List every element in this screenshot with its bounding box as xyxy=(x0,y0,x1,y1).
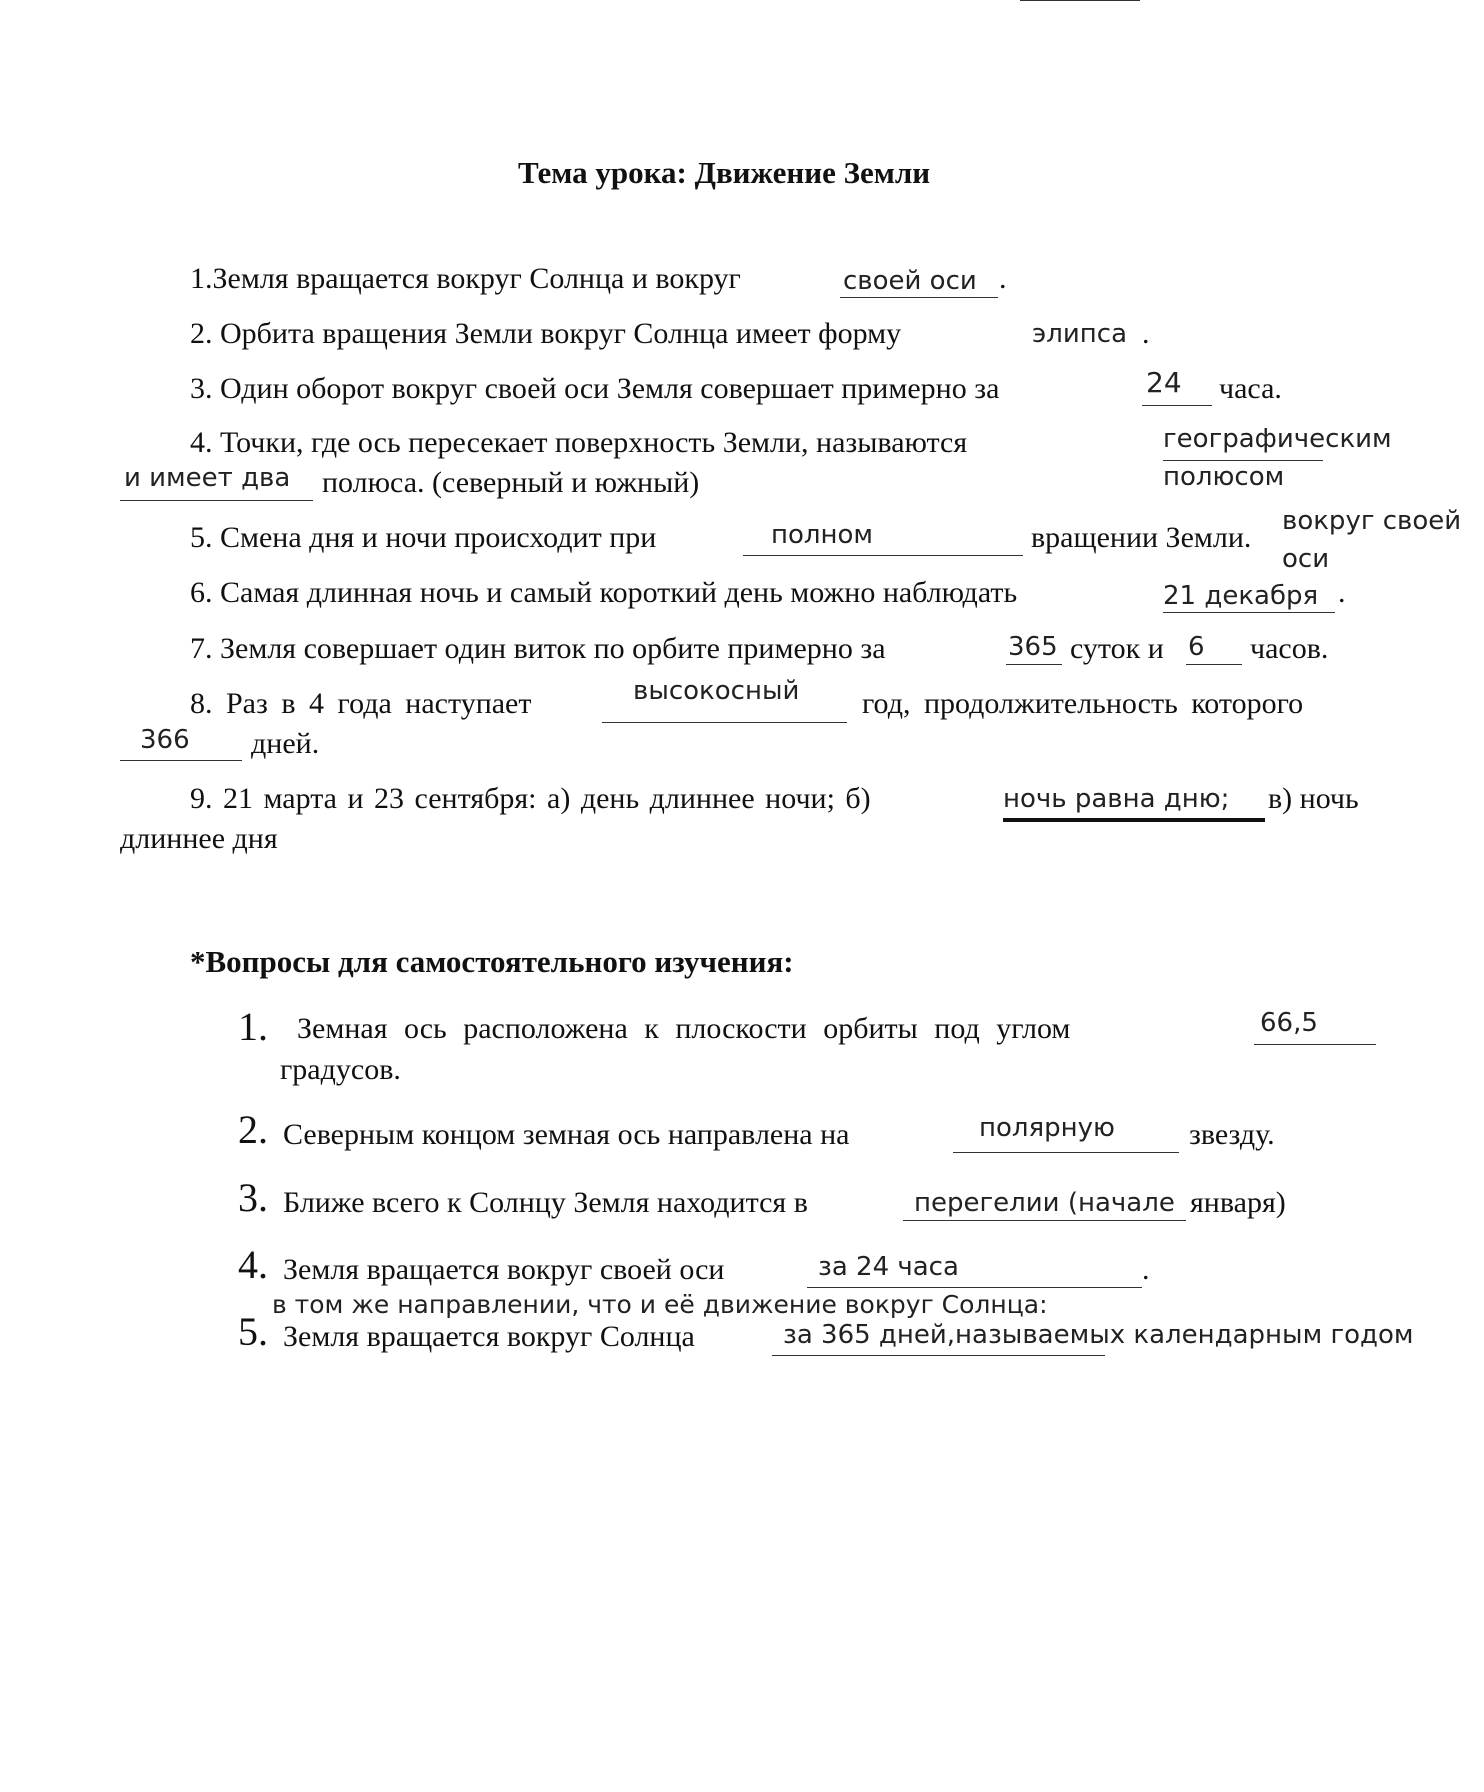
q4-text: 4. Точки, где ось пересекает поверхность Земли, называются xyxy=(190,426,968,459)
page-title: Тема урока: Движение Земли xyxy=(518,155,931,190)
q7-answer-2: 6 xyxy=(1188,632,1205,662)
q2-blank xyxy=(1020,0,1140,1)
s2-blank xyxy=(953,1152,1179,1153)
q8-blank-1 xyxy=(602,722,847,723)
s1-number: 1. xyxy=(238,1004,268,1049)
q2-end: . xyxy=(1142,317,1150,350)
q5-answer: полном xyxy=(771,520,874,550)
s3-text: Ближе всего к Солнцу Земля находится в xyxy=(283,1186,808,1219)
s2-answer: полярную xyxy=(979,1113,1115,1143)
q6-answer: 21 декабря xyxy=(1163,581,1319,611)
q8-text: 8. Раз в 4 года наступает xyxy=(190,687,532,720)
q9-answer: ночь равна дню; xyxy=(1003,784,1230,814)
q7-text: 7. Земля совершает один виток по орбите примерно за xyxy=(190,632,886,665)
s1-text: Земная ось расположена к плоскости орбиты под углом xyxy=(297,1012,1071,1045)
s3-number: 3. xyxy=(238,1175,268,1220)
s4-number: 4. xyxy=(238,1242,268,1287)
q5-note-2: оси xyxy=(1282,544,1330,574)
q8-end: дней. xyxy=(251,727,320,760)
q5-note-1: вокруг своей xyxy=(1282,506,1462,536)
s5-text: Земля вращается вокруг Солнца xyxy=(283,1320,695,1353)
section-title: *Вопросы для самостоятельного изучения: xyxy=(190,944,794,979)
q7-answer-1: 365 xyxy=(1008,632,1058,662)
q2-answer: элипса xyxy=(1032,319,1128,349)
q8-answer-2: 366 xyxy=(140,725,190,755)
q4-end: полюса. (северный и южный) xyxy=(322,466,700,499)
s1-answer: 66,5 xyxy=(1260,1008,1318,1038)
s4-answer: за 24 часа xyxy=(818,1252,959,1282)
q9-text: 9. 21 марта и 23 сентября: а) день длиннее ночи; б) xyxy=(190,782,871,815)
q2-text: 2. Орбита вращения Земли вокруг Солнца имеет форму xyxy=(190,317,902,350)
s2-text: Северным концом земная ось направлена на xyxy=(283,1118,850,1151)
s4-note: в том же направлении, что и её движение вокруг Солнца: xyxy=(272,1290,1048,1319)
q4-answer-3: и имеет два xyxy=(124,463,291,493)
q5-text: 5. Смена дня и ночи происходит при xyxy=(190,521,657,554)
q4-blank-2 xyxy=(120,500,313,501)
q1-answer: своей оси xyxy=(843,266,977,296)
s3-answer: перегелии (начале xyxy=(914,1188,1175,1218)
q6-blank xyxy=(1163,612,1335,613)
q5-blank xyxy=(743,555,1023,556)
s1-line-2: градусов. xyxy=(280,1053,401,1086)
q8-answer-1: высокосный xyxy=(633,676,800,706)
q7-blank-1 xyxy=(1006,664,1062,665)
s1-blank xyxy=(1254,1044,1376,1045)
q1-blank xyxy=(840,297,998,298)
q9-line-2: длиннее дня xyxy=(120,822,278,855)
s2-number: 2. xyxy=(238,1107,268,1152)
q9-end: в) ночь xyxy=(1268,782,1359,815)
q5-end: вращении Земли. xyxy=(1031,521,1252,554)
q7-end: часов. xyxy=(1250,632,1329,665)
q6-end: . xyxy=(1338,576,1346,609)
s5-answer: за 365 дней,называемых календарным годом xyxy=(783,1320,1414,1350)
q1-text: 1.Земля вращается вокруг Солнца и вокруг xyxy=(190,262,741,295)
q7-mid: суток и xyxy=(1070,632,1164,665)
s4-end: . xyxy=(1142,1253,1150,1286)
q3-answer: 24 xyxy=(1146,366,1182,399)
s3-end: января) xyxy=(1190,1186,1286,1219)
s5-blank xyxy=(772,1355,1105,1356)
q9-underline xyxy=(1003,818,1265,822)
q4-answer-2: полюсом xyxy=(1163,462,1285,492)
q7-blank-2 xyxy=(1186,664,1242,665)
q6-text: 6. Самая длинная ночь и самый короткий день можно наблюдать xyxy=(190,576,1018,609)
s4-blank xyxy=(807,1287,1142,1288)
q4-answer-1: географическим xyxy=(1163,424,1392,454)
q8-mid: год, продолжительность которого xyxy=(862,687,1304,720)
s2-end: звезду. xyxy=(1189,1118,1275,1151)
q1-end: . xyxy=(999,262,1007,295)
q3-text: 3. Один оборот вокруг своей оси Земля совершает примерно за xyxy=(190,372,1000,405)
q8-blank-2 xyxy=(120,760,242,761)
s5-number: 5. xyxy=(238,1309,268,1354)
q4-blank-1 xyxy=(1163,460,1323,461)
s4-text: Земля вращается вокруг своей оси xyxy=(283,1253,725,1286)
q3-blank xyxy=(1142,405,1212,406)
s3-blank xyxy=(903,1220,1186,1221)
q3-end: часа. xyxy=(1219,372,1282,405)
